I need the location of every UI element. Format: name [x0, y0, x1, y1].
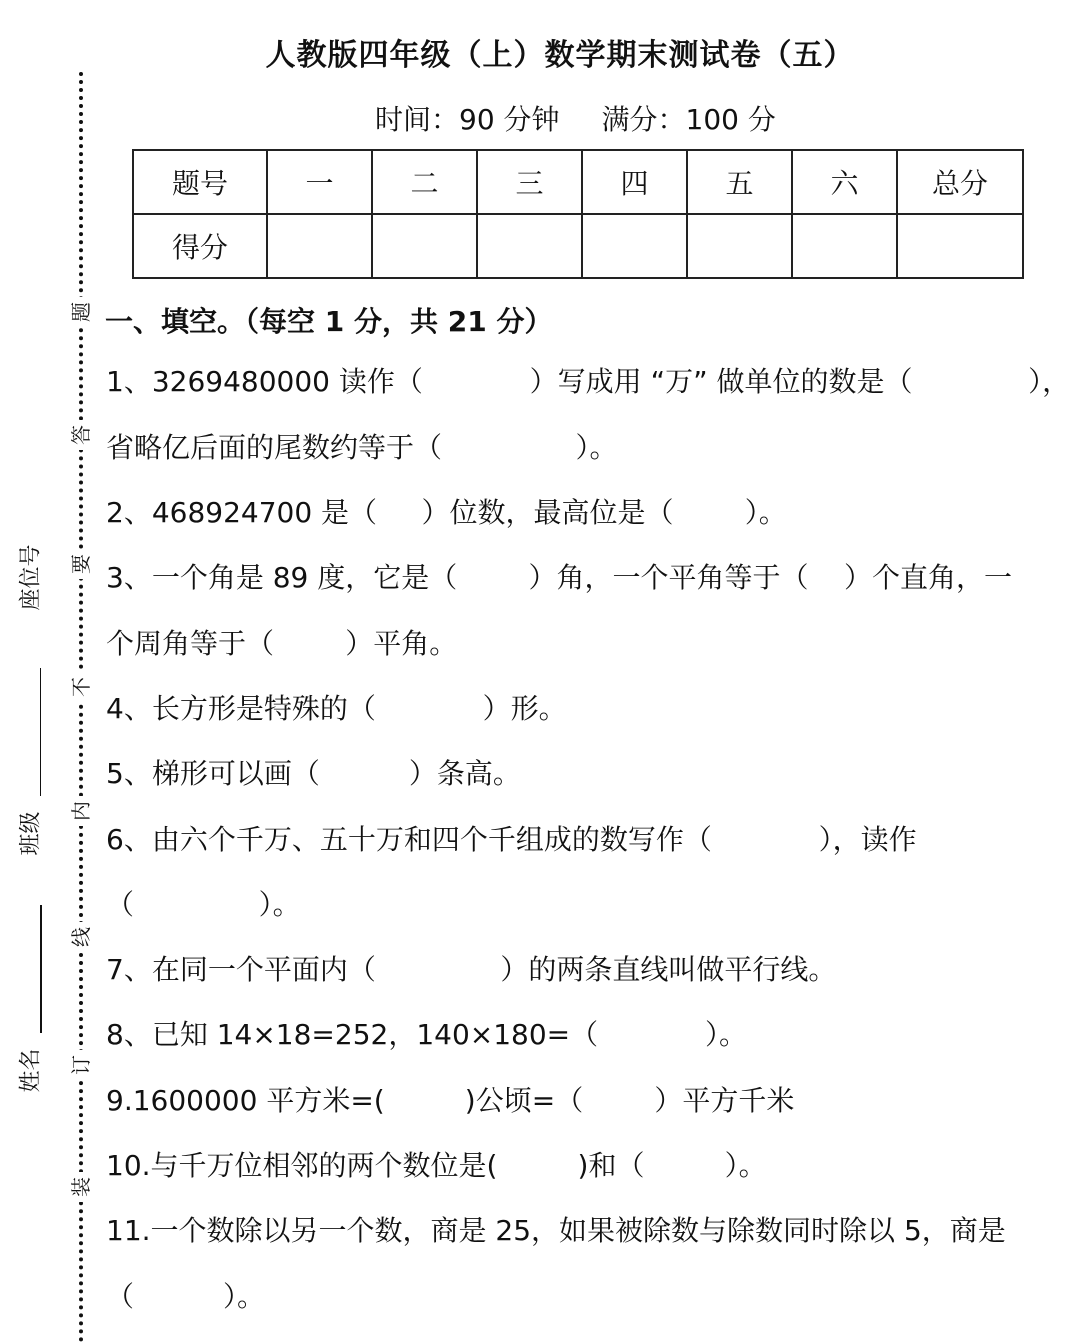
binding-char: 订: [66, 1050, 96, 1080]
score-table-header-row: [133, 150, 1023, 214]
question-1-cont: 省略亿后面的尾数约等于（ ）。: [106, 431, 618, 464]
score-table-cell: 三: [477, 150, 582, 214]
binding-char: 线: [66, 922, 96, 952]
question-8: 8、已知 14×18=252，140×180=（ ）。: [106, 1018, 747, 1051]
binding-char: 内: [66, 796, 96, 826]
score-table-cell: 二: [372, 150, 477, 214]
question-3: 3、一个角是 89 度，它是（ ）角，一个平角等于（ ）个直角，一: [106, 561, 1013, 594]
score-input-cell[interactable]: [792, 214, 897, 278]
question-9: 9.1600000 平方米=( )公顷=（ ）平方千米: [106, 1084, 795, 1117]
score-table-cell: 四: [582, 150, 687, 214]
question-2: 2、468924700 是（ ）位数，最高位是（ ）。: [106, 496, 787, 529]
class-blank-line[interactable]: [40, 905, 42, 1033]
question-4: 4、长方形是特殊的（ ）形。: [106, 692, 567, 725]
score-table-cell: 得分: [133, 214, 267, 278]
score-table-cell: 六: [792, 150, 897, 214]
score-input-cell[interactable]: [687, 214, 792, 278]
binding-char: 要: [66, 549, 96, 579]
question-1: 1、3269480000 读作（ ）写成用 “万” 做单位的数是（ ），: [106, 365, 1071, 398]
question-6: 6、由六个千万、五十万和四个千组成的数写作（ ），读作: [106, 823, 917, 856]
full-score-label: 满分：100 分: [601, 103, 776, 136]
question-6-cont: （ ）。: [106, 888, 301, 921]
question-11-cont: （ ）。: [106, 1280, 266, 1313]
score-table-cell: 一: [267, 150, 372, 214]
binding-char: 答: [66, 420, 96, 450]
score-table-score-row: [133, 214, 1023, 278]
score-table-cell: 总分: [897, 150, 1023, 214]
question-11: 11.一个数除以另一个数，商是 25，如果被除数与除数同时除以 5，商是: [106, 1214, 1006, 1247]
page-title: 人教版四年级（上）数学期末测试卷（五）: [265, 38, 855, 73]
seat-number-label: 座位号: [18, 544, 44, 611]
exam-info: [375, 98, 776, 138]
seat-blank-line[interactable]: [40, 668, 41, 796]
score-input-cell[interactable]: [267, 214, 372, 278]
question-3-cont: 个周角等于（ ）平角。: [106, 627, 458, 660]
section-heading: 一、填空。（每空 1 分，共 21 分）: [105, 305, 553, 338]
time-label: 时间：90 分钟: [375, 103, 560, 136]
score-input-cell[interactable]: [582, 214, 687, 278]
binding-char: 装: [66, 1172, 96, 1202]
class-label: 班级: [18, 811, 44, 856]
question-5: 5、梯形可以画（ ）条高。: [106, 757, 521, 790]
score-table: [132, 149, 1024, 279]
name-label: 姓名: [18, 1048, 44, 1093]
score-table-cell: 题号: [133, 150, 267, 214]
question-10: 10.与千万位相邻的两个数位是( )和（ ）。: [106, 1149, 767, 1182]
score-table-cell: 五: [687, 150, 792, 214]
score-input-cell[interactable]: [477, 214, 582, 278]
binding-char: 题: [66, 297, 96, 327]
score-input-cell[interactable]: [897, 214, 1023, 278]
binding-dotted-line: [79, 72, 83, 1343]
binding-char: 不: [66, 672, 96, 702]
question-7: 7、在同一个平面内（ ）的两条直线叫做平行线。: [106, 953, 837, 986]
score-input-cell[interactable]: [372, 214, 477, 278]
